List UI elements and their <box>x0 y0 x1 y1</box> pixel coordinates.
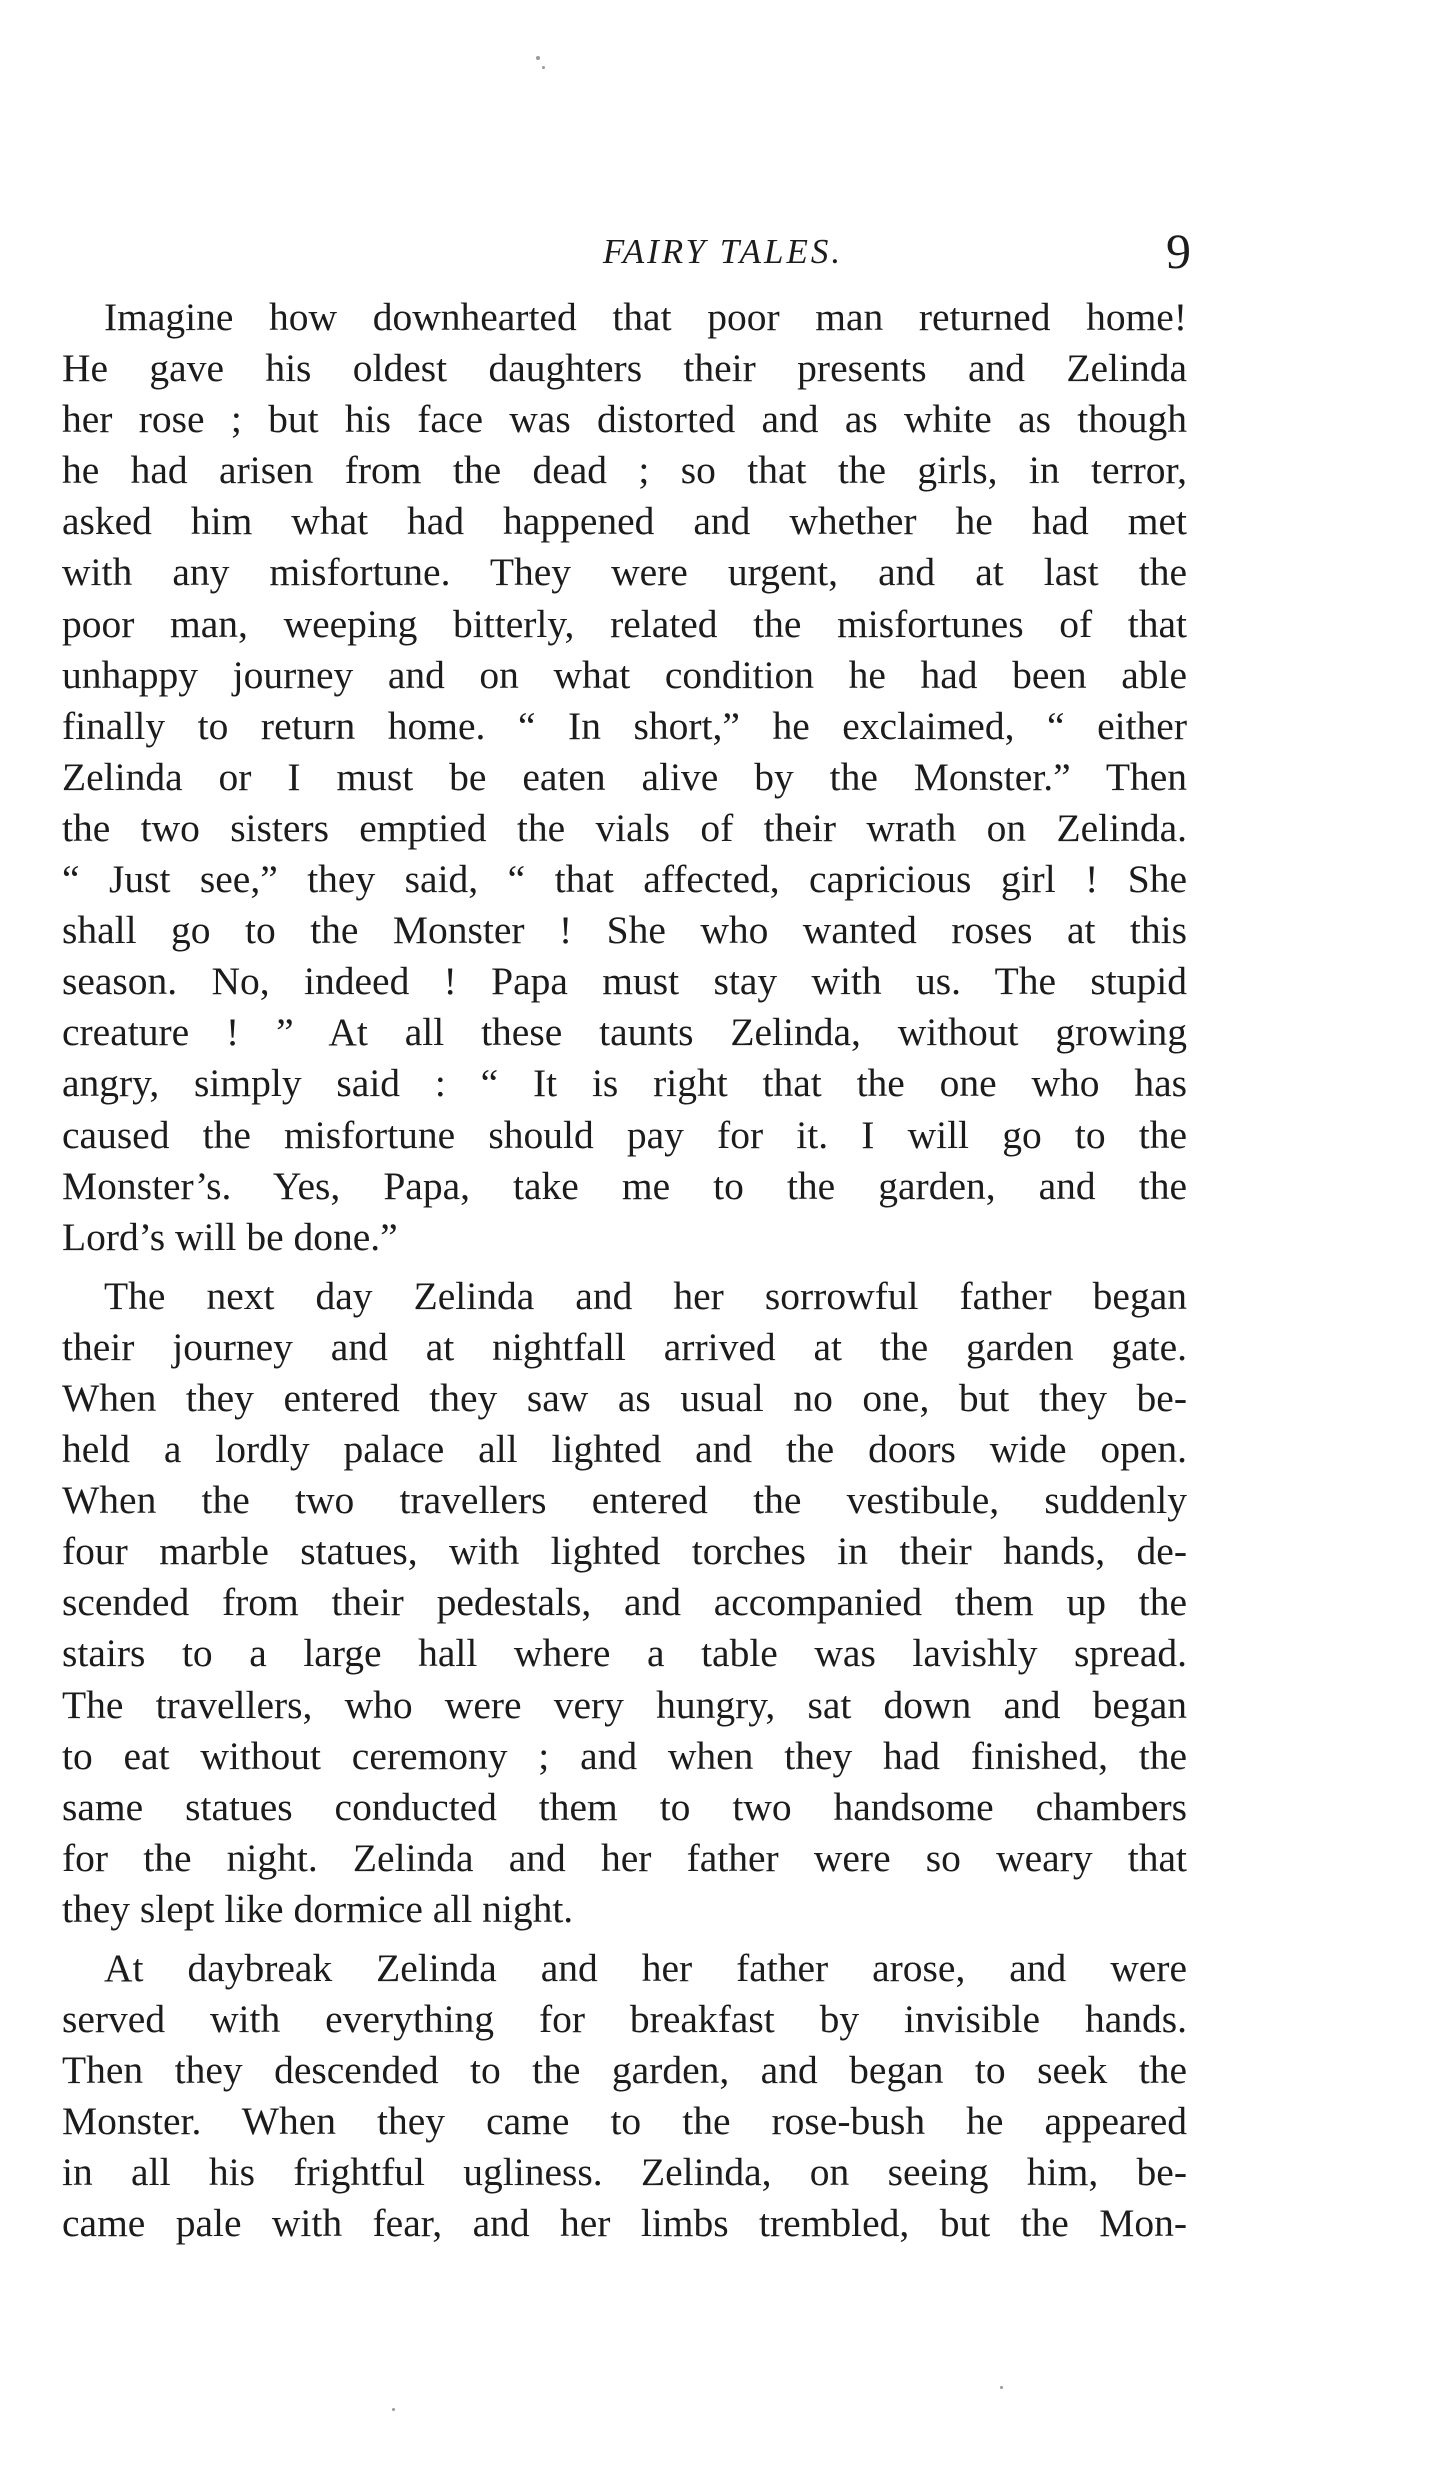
text-line: poor man, weeping bitterly, related the misfortunes of that <box>62 601 1187 646</box>
paper-speck <box>392 2408 395 2411</box>
text-line: he had arisen from the dead ; so that the girls, in terror, <box>62 448 1187 493</box>
text-line: their journey and at nightfall arrived at the garden gate. <box>62 1324 1187 1369</box>
text-line: shall go to the Monster ! She who wanted roses at this <box>62 908 1187 953</box>
text-line: scended from their pedestals, and accompanied them up the <box>62 1580 1187 1625</box>
running-head: FAIRY TALES. <box>602 232 844 271</box>
paragraph <box>62 1943 1187 2250</box>
text-line: “ Just see,” they said, “ that affected, capricious girl ! She <box>62 857 1187 902</box>
body-text <box>62 292 1187 2250</box>
text-line: Monster’s. Yes, Papa, take me to the garden, and the <box>62 1163 1187 1208</box>
text-line: the two sisters emptied the vials of their wrath on Zelinda. <box>62 805 1187 850</box>
text-line: four marble statues, with lighted torches in their hands, de- <box>62 1529 1187 1574</box>
text-line: When they entered they saw as usual no one, but they be- <box>62 1375 1187 1420</box>
text-line: creature ! ” At all these taunts Zelinda, without growing <box>62 1010 1187 1055</box>
text-line: At daybreak Zelinda and her father arose, and were <box>104 1946 1187 1990</box>
text-line: Zelinda or I must be eaten alive by the Monster.” Then <box>62 754 1187 799</box>
paper-speck <box>536 56 540 60</box>
text-line: season. No, indeed ! Papa must stay with us. The stupid <box>62 959 1187 1004</box>
paper-speck <box>542 66 545 69</box>
text-line: in all his frightful ugliness. Zelinda, on seeing him, be- <box>62 2150 1187 2195</box>
text-line: Imagine how downhearted that poor man returned home! <box>104 295 1187 339</box>
text-line: angry, simply said : “ It is right that the one who has <box>62 1061 1187 1106</box>
text-line: asked him what had happened and whether he had met <box>62 499 1187 544</box>
text-line: for the night. Zelinda and her father were so weary that <box>62 1835 1187 1880</box>
paragraph-gap <box>62 1263 1187 1271</box>
text-line: When the two travellers entered the vestibule, suddenly <box>62 1478 1187 1523</box>
text-line: unhappy journey and on what condition he had been able <box>62 652 1187 697</box>
page-number: 9 <box>1166 223 1191 279</box>
paragraph-gap <box>62 1935 1187 1943</box>
text-line: with any misfortune. They were urgent, and at last the <box>62 550 1187 595</box>
text-line: finally to return home. “ In short,” he exclaimed, “ either <box>62 703 1187 748</box>
text-line: held a lordly palace all lighted and the doors wide open. <box>62 1427 1187 1472</box>
paragraph <box>62 292 1187 1263</box>
text-line: stairs to a large hall where a table was lavishly spread. <box>62 1631 1187 1676</box>
text-line: The travellers, who were very hungry, sat down and began <box>62 1682 1187 1727</box>
paragraph <box>62 1271 1187 1935</box>
text-line: to eat without ceremony ; and when they had finished, the <box>62 1733 1187 1778</box>
text-line: came pale with fear, and her limbs trembled, but the Mon- <box>62 2201 1187 2246</box>
text-line: The next day Zelinda and her sorrowful father began <box>104 1273 1187 1318</box>
text-line: He gave his oldest daughters their presents and Zelinda <box>62 346 1187 391</box>
text-line: Then they descended to the garden, and began to seek the <box>62 2048 1187 2093</box>
text-line: Monster. When they came to the rose-bush he appeared <box>62 2099 1187 2144</box>
text-line: same statues conducted them to two handsome chambers <box>62 1784 1187 1829</box>
text-line: caused the misfortune should pay for it. I will go to the <box>62 1112 1187 1157</box>
text-line: they slept like dormice all night. <box>62 1886 574 1931</box>
text-line: Lord’s will be done.” <box>62 1214 398 1259</box>
text-line: served with everything for breakfast by invisible hands. <box>62 1997 1187 2042</box>
paper-speck <box>1000 2386 1003 2389</box>
text-line: her rose ; but his face was distorted and as white as though <box>62 397 1187 442</box>
